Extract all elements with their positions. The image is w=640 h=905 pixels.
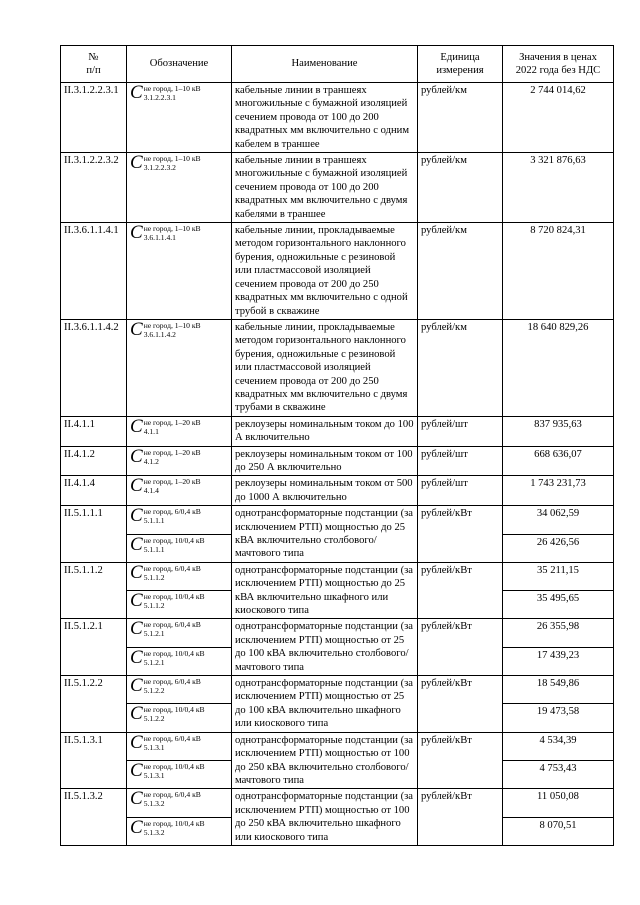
designation-cell <box>127 789 232 817</box>
symbol-superscript: не город, 10/0,4 кВ <box>143 818 205 828</box>
tariff-symbol <box>130 84 228 102</box>
symbol-subscript: 5.1.1.2 <box>143 601 165 611</box>
symbol-superscript: не город, 6/0,4 кВ <box>143 677 201 687</box>
tariff-symbol <box>130 705 228 723</box>
symbol-subscript: 5.1.2.2 <box>143 714 165 724</box>
row-name: кабельные линии в траншеях многожильные с бумажной изоляцией сечением провода от 100 до 200 квадратных мм включительно с двумя кабелями в траншее <box>232 153 418 223</box>
row-unit: рублей/шт <box>418 476 503 506</box>
symbol-superscript: не город, 10/0,4 кВ <box>143 705 205 715</box>
symbol-superscript: не город, 10/0,4 кВ <box>143 592 205 602</box>
value-cell: 4 753,43 <box>503 761 614 789</box>
row-code: II.5.1.2.2 <box>61 676 127 733</box>
value-cell: 668 636,07 <box>503 446 614 476</box>
header-num: № п/п <box>61 46 127 83</box>
symbol-letter: С <box>130 445 143 467</box>
symbol-scripts <box>144 649 205 667</box>
designation-cell <box>127 676 232 704</box>
tariff-symbol <box>130 507 228 525</box>
symbol-letter: С <box>130 731 143 753</box>
tariff-symbol <box>130 445 228 467</box>
row-name: кабельные линии, прокладываемые методом горизонтального наклонного бурения, одножильные с резиновой или пластмассовой изоляцией сечением провода от 200 до 250 квадратных мм включительно с одной трубой в скважине <box>232 223 418 320</box>
row-unit: рублей/км <box>418 153 503 223</box>
symbol-letter: С <box>130 222 143 244</box>
symbol-scripts <box>144 477 201 495</box>
symbol-letter: С <box>130 533 143 555</box>
table-row <box>61 446 614 476</box>
symbol-subscript: 4.1.1 <box>143 426 159 436</box>
symbol-superscript: не город, 6/0,4 кВ <box>143 563 201 573</box>
symbol-letter: С <box>130 82 143 103</box>
table-row <box>61 506 614 534</box>
designation-cell <box>127 619 232 647</box>
row-code: II.5.1.1.1 <box>61 506 127 563</box>
symbol-superscript: не город, 10/0,4 кВ <box>143 535 205 545</box>
symbol-superscript: не город, 1–10 кВ <box>143 320 201 330</box>
tariff-symbol <box>130 477 228 495</box>
symbol-superscript: не город, 10/0,4 кВ <box>143 648 205 658</box>
symbol-letter: С <box>130 618 143 640</box>
designation-cell <box>127 704 232 732</box>
symbol-subscript: 5.1.3.2 <box>143 799 165 809</box>
tariff-table <box>60 45 614 846</box>
table-row <box>61 732 614 760</box>
row-code: II.3.1.2.2.3.1 <box>61 83 127 153</box>
symbol-superscript: не город, 6/0,4 кВ <box>143 507 201 517</box>
tariff-symbol <box>130 318 228 340</box>
symbol-subscript: 5.1.3.2 <box>143 827 165 837</box>
symbol-subscript: 5.1.2.1 <box>143 657 165 667</box>
symbol-letter: С <box>130 152 143 174</box>
table-row <box>61 476 614 506</box>
table-row <box>61 789 614 817</box>
value-cell: 17 439,23 <box>503 647 614 675</box>
designation-cell <box>127 223 232 320</box>
row-name: реклоузеры номинальным током до 100 А включительно <box>232 416 418 446</box>
row-code: II.4.1.4 <box>61 476 127 506</box>
row-unit: рублей/кВт <box>418 676 503 733</box>
symbol-subscript: 4.1.2 <box>143 456 159 466</box>
row-name: однотрансформаторные подстанции (за исключением РТП) мощностью от 25 до 100 кВА включительно шкафного или киоскового типа <box>232 676 418 733</box>
value-cell: 18 640 829,26 <box>503 319 614 416</box>
value-cell: 26 426,56 <box>503 534 614 562</box>
symbol-subscript: 4.1.4 <box>143 486 159 496</box>
symbol-letter: С <box>130 760 143 781</box>
row-unit: рублей/кВт <box>418 732 503 789</box>
header-name: Наименование <box>232 46 418 83</box>
table-body <box>61 83 614 846</box>
value-cell: 34 062,59 <box>503 506 614 534</box>
tariff-symbol <box>130 415 228 437</box>
row-unit: рублей/кВт <box>418 619 503 676</box>
symbol-letter: С <box>130 318 143 340</box>
symbol-superscript: не город, 1–10 кВ <box>143 154 201 164</box>
row-code: II.5.1.1.2 <box>61 562 127 619</box>
row-name: кабельные линии, прокладываемые методом горизонтального наклонного бурения, одножильные с резиновой или пластмассовой изоляцией сечением провода от 200 до 250 квадратных мм включительно с двумя трубами в скважине <box>232 319 418 416</box>
symbol-superscript: не город, 1–20 кВ <box>143 447 201 457</box>
table-row <box>61 153 614 223</box>
tariff-symbol <box>130 561 228 583</box>
row-code: II.3.6.1.1.4.1 <box>61 223 127 320</box>
tariff-symbol <box>130 533 228 555</box>
designation-cell <box>127 446 232 476</box>
row-name: реклоузеры номинальным током от 500 до 1000 А включительно <box>232 476 418 506</box>
tariff-symbol <box>130 677 228 695</box>
table-row <box>61 619 614 647</box>
row-unit: рублей/кВт <box>418 789 503 846</box>
symbol-scripts <box>144 819 205 837</box>
table-row <box>61 83 614 153</box>
symbol-superscript: не город, 1–20 кВ <box>143 477 201 487</box>
row-name: кабельные линии в траншеях многожильные с бумажной изоляцией сечением провода от 100 до 200 квадратных мм включительно с одним кабелем в траншее <box>232 83 418 153</box>
symbol-superscript: не город, 6/0,4 кВ <box>143 733 201 743</box>
row-name: однотрансформаторные подстанции (за исключением РТП) мощностью от 100 до 250 кВА включительно столбового/мачтового типа <box>232 732 418 789</box>
value-cell: 3 321 876,63 <box>503 153 614 223</box>
value-cell: 8 070,51 <box>503 817 614 845</box>
symbol-subscript: 5.1.3.1 <box>143 771 165 780</box>
symbol-subscript: 5.1.1.2 <box>143 572 165 582</box>
value-cell: 35 495,65 <box>503 591 614 619</box>
value-cell: 837 935,63 <box>503 416 614 446</box>
symbol-superscript: не город, 10/0,4 кВ <box>143 762 205 771</box>
symbol-scripts <box>144 762 205 780</box>
tariff-symbol <box>130 592 228 610</box>
table-row <box>61 562 614 590</box>
row-unit: рублей/шт <box>418 416 503 446</box>
symbol-letter: С <box>130 415 143 437</box>
symbol-scripts <box>144 224 201 242</box>
header-designation: Обозначение <box>127 46 232 83</box>
symbol-subscript: 5.1.3.1 <box>143 742 165 752</box>
value-cell: 26 355,98 <box>503 619 614 647</box>
row-unit: рублей/кВт <box>418 506 503 563</box>
row-code: II.4.1.1 <box>61 416 127 446</box>
designation-cell <box>127 506 232 534</box>
value-cell: 19 473,58 <box>503 704 614 732</box>
row-unit: рублей/км <box>418 83 503 153</box>
symbol-subscript: 5.1.1.1 <box>143 544 165 554</box>
symbol-scripts <box>144 592 205 610</box>
symbol-scripts <box>144 705 205 723</box>
symbol-letter: С <box>130 561 143 583</box>
designation-cell <box>127 732 232 760</box>
tariff-symbol <box>130 816 228 838</box>
symbol-letter: С <box>130 505 143 527</box>
tariff-symbol <box>130 790 228 808</box>
value-cell: 35 211,15 <box>503 562 614 590</box>
row-name: однотрансформаторные подстанции (за исключением РТП) мощностью от 100 до 250 кВА включительно шкафного или киоскового типа <box>232 789 418 846</box>
header-unit: Единица измерения <box>418 46 503 83</box>
value-cell: 1 743 231,73 <box>503 476 614 506</box>
table-header <box>61 46 614 83</box>
symbol-subscript: 5.1.2.2 <box>143 686 165 696</box>
tariff-symbol <box>130 762 228 780</box>
designation-cell <box>127 319 232 416</box>
row-code: II.5.1.3.1 <box>61 732 127 789</box>
symbol-scripts <box>144 536 205 554</box>
value-cell: 11 050,08 <box>503 789 614 817</box>
symbol-scripts <box>144 448 201 466</box>
designation-cell <box>127 153 232 223</box>
symbol-scripts <box>144 790 201 808</box>
value-cell: 8 720 824,31 <box>503 223 614 320</box>
symbol-scripts <box>144 677 201 695</box>
row-unit: рублей/км <box>418 319 503 416</box>
symbol-letter: С <box>130 590 143 612</box>
header-row <box>61 46 614 83</box>
symbol-subscript: 3.1.2.2.3.1 <box>143 93 176 102</box>
table-row <box>61 319 614 416</box>
value-cell: 2 744 014,62 <box>503 83 614 153</box>
symbol-superscript: не город, 1–10 кВ <box>143 84 201 93</box>
designation-cell <box>127 817 232 845</box>
designation-cell <box>127 761 232 789</box>
row-code: II.5.1.2.1 <box>61 619 127 676</box>
designation-cell <box>127 647 232 675</box>
symbol-letter: С <box>130 788 143 810</box>
designation-cell <box>127 591 232 619</box>
row-code: II.3.1.2.2.3.2 <box>61 153 127 223</box>
symbol-subscript: 3.6.1.1.4.1 <box>143 233 176 243</box>
row-name: однотрансформаторные подстанции (за исключением РТП) мощностью от 25 до 100 кВА включительно столбового/мачтового типа <box>232 619 418 676</box>
symbol-scripts <box>144 507 201 525</box>
tariff-symbol <box>130 224 228 242</box>
header-value: Значения в ценах 2022 года без НДС <box>503 46 614 83</box>
symbol-scripts <box>144 154 201 172</box>
table-row <box>61 416 614 446</box>
row-code: II.5.1.3.2 <box>61 789 127 846</box>
tariff-symbol <box>130 154 228 172</box>
symbol-letter: С <box>130 646 143 668</box>
row-unit: рублей/кВт <box>418 562 503 619</box>
designation-cell <box>127 416 232 446</box>
symbol-scripts <box>144 418 201 436</box>
symbol-scripts <box>144 84 201 102</box>
symbol-letter: С <box>130 816 143 838</box>
row-unit: рублей/шт <box>418 446 503 476</box>
row-name: однотрансформаторные подстанции (за исключением РТП) мощностью до 25 кВА включительно столбового/мачтового типа <box>232 506 418 563</box>
value-cell: 4 534,39 <box>503 732 614 760</box>
symbol-scripts <box>144 321 201 339</box>
row-name: однотрансформаторные подстанции (за исключением РТП) мощностью до 25 кВА включительно шкафного или киоскового типа <box>232 562 418 619</box>
tariff-symbol <box>130 646 228 668</box>
row-code: II.4.1.2 <box>61 446 127 476</box>
table-row <box>61 676 614 704</box>
symbol-superscript: не город, 1–10 кВ <box>143 224 201 234</box>
designation-cell <box>127 534 232 562</box>
symbol-letter: С <box>130 675 143 697</box>
symbol-subscript: 5.1.2.1 <box>143 629 165 639</box>
symbol-scripts <box>144 564 201 582</box>
row-name: реклоузеры номинальным током от 100 до 250 А включительно <box>232 446 418 476</box>
row-code: II.3.6.1.1.4.2 <box>61 319 127 416</box>
designation-cell <box>127 476 232 506</box>
symbol-subscript: 3.1.2.2.3.2 <box>143 163 176 173</box>
designation-cell <box>127 562 232 590</box>
tariff-symbol <box>130 731 228 753</box>
symbol-letter: С <box>130 475 143 497</box>
value-cell: 18 549,86 <box>503 676 614 704</box>
symbol-scripts <box>144 620 201 638</box>
row-unit: рублей/км <box>418 223 503 320</box>
designation-cell <box>127 83 232 153</box>
symbol-superscript: не город, 1–20 кВ <box>143 417 201 427</box>
symbol-superscript: не город, 6/0,4 кВ <box>143 790 201 800</box>
symbol-subscript: 3.6.1.1.4.2 <box>143 329 176 339</box>
table-row <box>61 223 614 320</box>
symbol-scripts <box>144 734 201 752</box>
symbol-subscript: 5.1.1.1 <box>143 516 165 526</box>
tariff-symbol <box>130 620 228 638</box>
symbol-superscript: не город, 6/0,4 кВ <box>143 620 201 630</box>
symbol-letter: С <box>130 703 143 725</box>
